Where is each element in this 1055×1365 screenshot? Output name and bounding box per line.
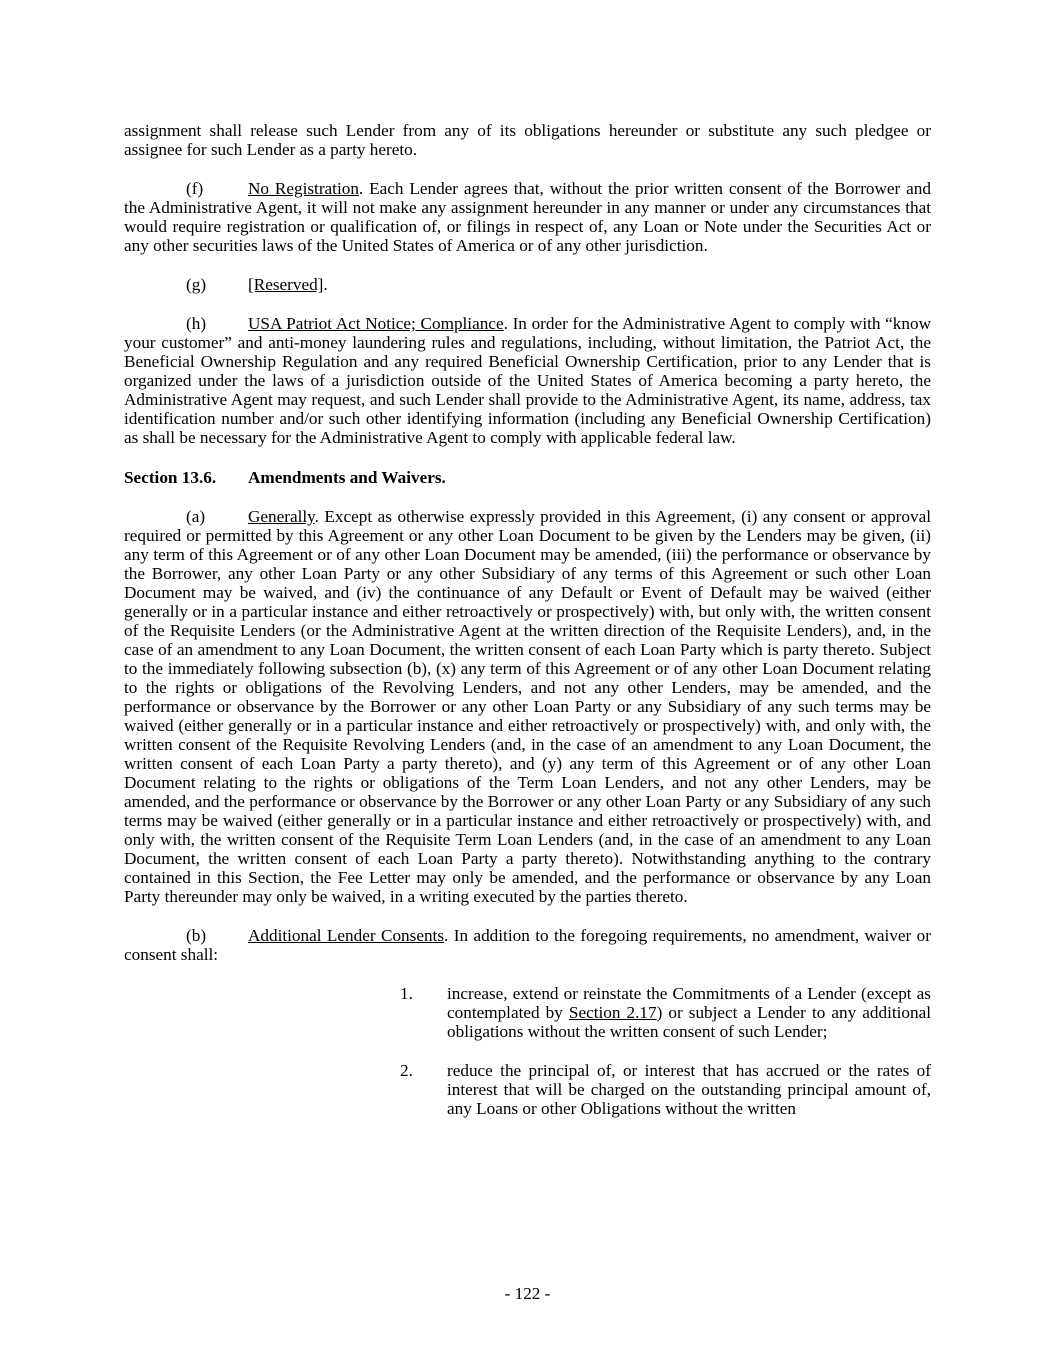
paragraph-f-title: No Registration [248, 179, 359, 198]
document-page [124, 121, 931, 1118]
paragraph-a-label: (a) [186, 507, 206, 526]
section-reference: Section 2.17 [568, 1003, 657, 1022]
list-item-text [447, 984, 931, 1041]
paragraph-a-text: . Except as otherwise expressly provided in this Agreement, (i) any consent or approval required or permitted by this Agreement or any other Loan Document to be given by the Lenders may be given, (ii) any term of this Agreement or of any other Loan Document may be amended, (iii) the performance or observance by the Borrower, any other Loan Party or any other Subsidiary of any terms of this Agreement or such other Loan Document may be waived, and (iv) the continuance of any Default or Event of Default may be waived (either generally or in a particular instance and either retroactively or prospectively) with, but only with, the written consent of the Requisite Lenders (or the Administrative Agent at the written direction of the Requisite Lenders), and, in the case of an amendment to any Loan Document, the written consent of each Loan Party which is party thereto. Subject to the immediately following subsection (b), (x) any term of this Agreement or of any other Loan Document relating to the rights or obligations of the Revolving Lenders, and not any other Lenders, may be amended, and the performance or observance by the Borrower or any other Loan Party or any Subsidiary of any such terms may be waived (either generally or in a particular instance and either retroactively or prospectively) with, and only with, the written consent of the Requisite Revolving Lenders (and, in the case of an amendment to any Loan Document, the written consent of each Loan Party a party thereto), and (y) any term of this Agreement or of any other Loan Document relating to the rights or obligations of the Term Loan Lenders, and not any other Lenders, may be amended, and the performance or observance by the Borrower or any other Loan Party or any Subsidiary of any such terms may be waived (either generally or in a particular instance and either retroactively or prospectively) with, and only with, the written consent of the Requisite Term Loan Lenders (and, in the case of an amendment to any Loan Document, the written consent of each Loan Party a party thereto). Notwithstanding anything to the contrary contained in this Section, the Fee Letter may only be amended, and the performance or observance by any Loan Party thereunder may only be waived, in a writing executed by the parties thereto. [124, 507, 931, 906]
consent-list [400, 984, 931, 1118]
paragraph-f-label: (f) [186, 179, 204, 198]
list-item-text-before: increase, extend or reinstate the Commitments of a Lender (except as contemplated by [447, 984, 931, 1022]
paragraph-h-text: . In order for the Administrative Agent to comply with “know your customer” and anti-money laundering rules and regulations, including, without limitation, the Patriot Act, the Beneficial Ownership Regulation and any required Beneficial Ownership Certification, prior to any Lender that is organized under the laws of a jurisdiction outside of the United States of America becoming a party hereto, the Administrative Agent may request, and such Lender shall provide to the Administrative Agent, its name, address, tax identification number and/or such other identifying information (including any Beneficial Ownership Certification) as shall be necessary for the Administrative Agent to comply with applicable federal law. [124, 314, 931, 447]
page-number: - 122 - [504, 1284, 551, 1303]
paragraph-a [124, 507, 931, 906]
paragraph-h [124, 314, 931, 447]
paragraph-f-text: . Each Lender agrees that, without the prior written consent of the Borrower and the Administrative Agent, it will not make any assignment hereunder in any manner or under any circumstances that would require registration or qualification of, or filings in respect of, any Loan or Note under the Securities Act or any other securities laws of the United States of America or of any other jurisdiction. [124, 179, 931, 255]
paragraph-b-label: (b) [186, 926, 207, 945]
paragraph-a-title: Generally [248, 507, 315, 526]
paragraph-f [124, 179, 931, 255]
list-item [400, 1061, 931, 1118]
section-number: Section 13.6. [124, 468, 217, 487]
list-item-text-after: ) or subject a Lender to any additional obligations without the written consent of such Lender; [447, 1003, 931, 1041]
paragraph-b-title: Additional Lender Consents [248, 926, 445, 945]
paragraph-h-title: USA Patriot Act Notice; Compliance [248, 314, 504, 333]
list-item [400, 984, 931, 1041]
paragraph-b-text: . In addition to the foregoing requirements, no amendment, waiver or consent shall: [124, 926, 931, 964]
paragraph-h-label: (h) [186, 314, 207, 333]
list-item-text: reduce the principal of, or interest that has accrued or the rates of interest that will be charged on the outstanding principal amount of, any Loans or other Obligations without the written [447, 1061, 931, 1118]
section-title: Amendments and Waivers. [248, 468, 446, 487]
section-heading [124, 468, 931, 487]
paragraph-g [124, 275, 931, 294]
paragraph-b [124, 926, 931, 964]
list-item-number: 1. [400, 984, 413, 1003]
paragraph-g-label: (g) [186, 275, 207, 294]
continuation-paragraph: assignment shall release such Lender from any of its obligations hereunder or substitute any such pledgee or assignee for such Lender as a party hereto. [124, 121, 931, 159]
paragraph-g-title: [Reserved] [248, 275, 324, 294]
list-item-number: 2. [400, 1061, 413, 1080]
paragraph-g-text: . [323, 275, 328, 294]
